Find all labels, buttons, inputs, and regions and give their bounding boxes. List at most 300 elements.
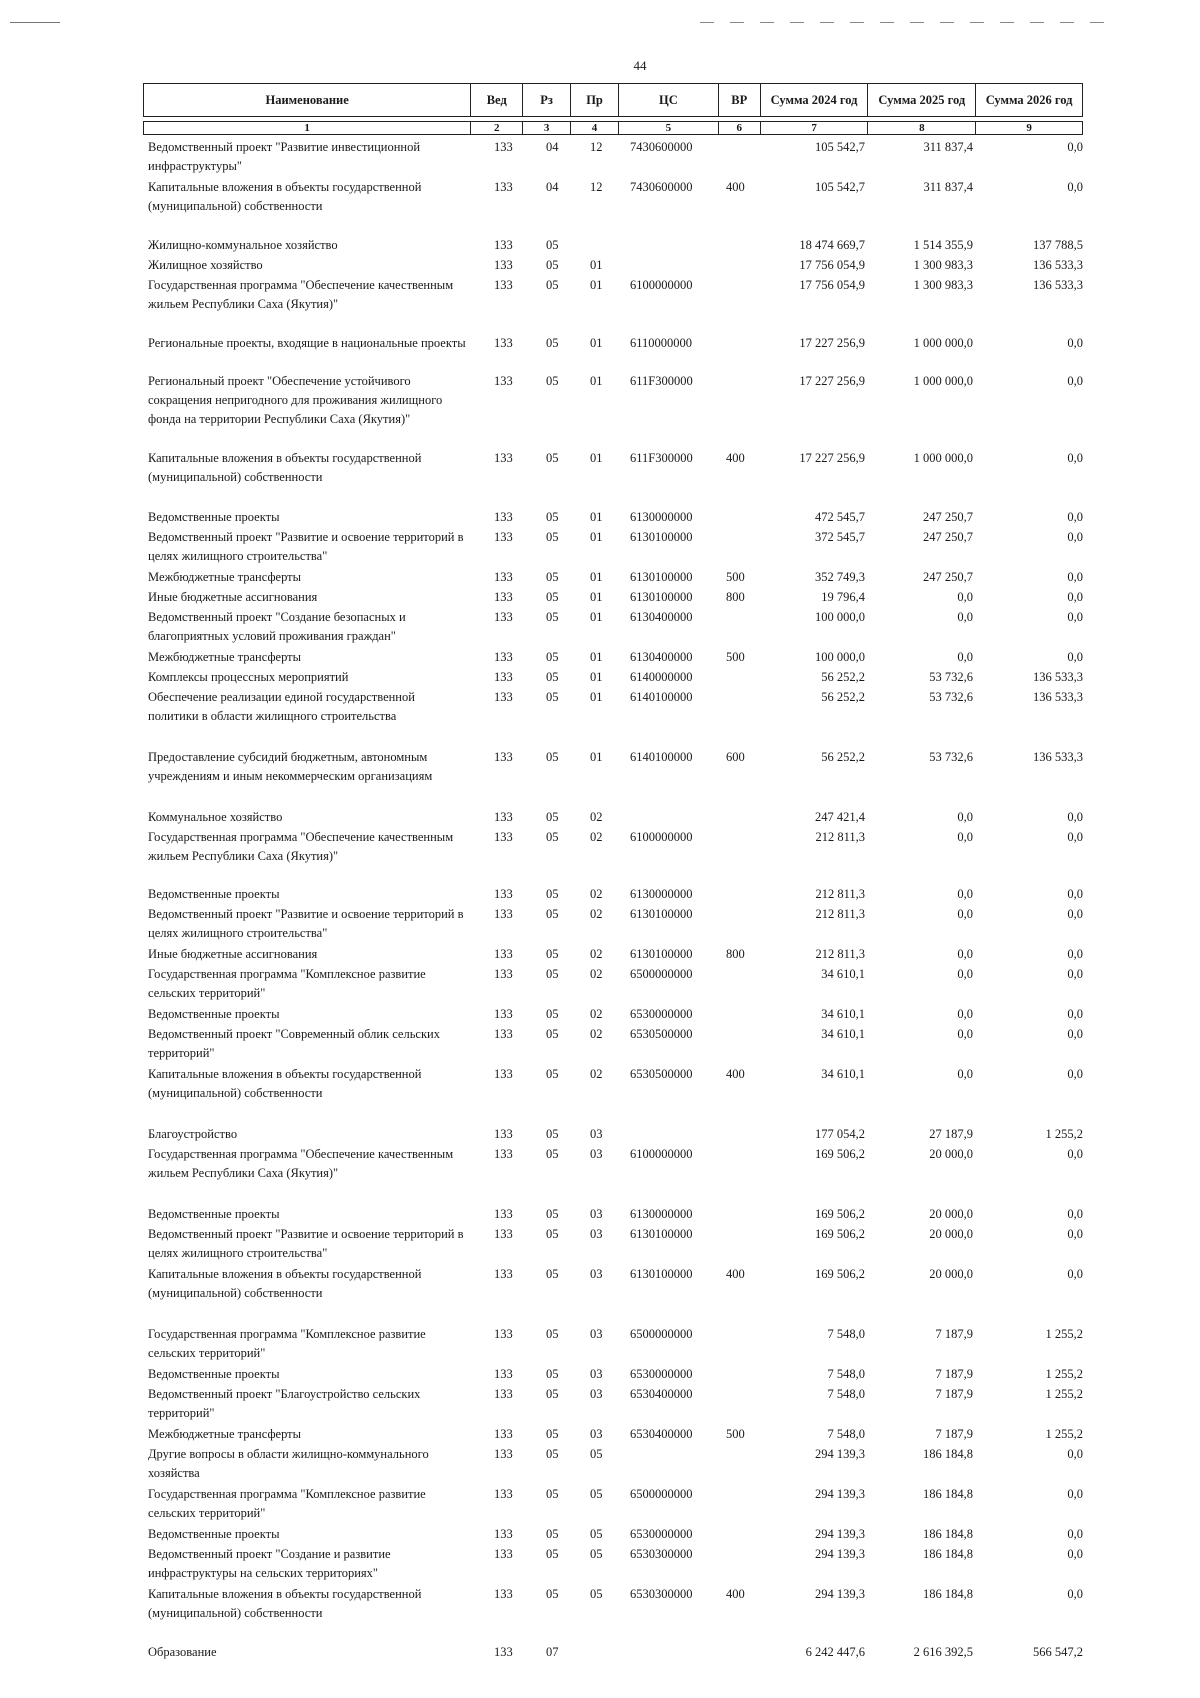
cell-s3: 0,0 bbox=[1067, 967, 1083, 981]
cell-cs: 6100000000 bbox=[630, 278, 693, 292]
cell-s1: 472 545,7 bbox=[815, 510, 865, 524]
cell-name: Предоставление субсидий бюджетным, автономным учреждениям и иным некоммерческим организациям bbox=[148, 750, 433, 783]
cell-s2: 186 184,8 bbox=[923, 1527, 973, 1541]
cell-s2: 1 300 983,3 bbox=[913, 278, 973, 292]
cell-cs: 6530500000 bbox=[630, 1067, 693, 1081]
cell-ved: 133 bbox=[494, 1067, 513, 1081]
cell-s1: 212 811,3 bbox=[815, 947, 865, 961]
col-number: 6 bbox=[719, 122, 761, 134]
cell-rz: 05 bbox=[546, 907, 559, 921]
cell-pr: 01 bbox=[590, 590, 603, 604]
cell-rz: 05 bbox=[546, 1447, 559, 1461]
cell-s1: 17 756 054,9 bbox=[799, 278, 865, 292]
cell-s2: 186 184,8 bbox=[923, 1487, 973, 1501]
cell-name: Капитальные вложения в объекты государственной (муниципальной) собственности bbox=[148, 1587, 422, 1620]
cell-rz: 05 bbox=[546, 1427, 559, 1441]
cell-s3: 0,0 bbox=[1067, 810, 1083, 824]
cell-ved: 133 bbox=[494, 140, 513, 154]
cell-pr: 02 bbox=[590, 907, 603, 921]
cell-name: Капитальные вложения в объекты государственной (муниципальной) собственности bbox=[148, 180, 422, 213]
cell-ved: 133 bbox=[494, 570, 513, 584]
cell-s3: 0,0 bbox=[1067, 570, 1083, 584]
cell-rz: 05 bbox=[546, 258, 559, 272]
cell-rz: 05 bbox=[546, 1127, 559, 1141]
cell-name: Ведомственные проекты bbox=[148, 887, 280, 901]
cell-pr: 02 bbox=[590, 1007, 603, 1021]
cell-s1: 169 506,2 bbox=[815, 1267, 865, 1281]
cell-ved: 133 bbox=[494, 690, 513, 704]
cell-name: Ведомственный проект "Развитие и освоение территорий в целях жилищного строительства" bbox=[148, 530, 464, 563]
cell-cs: 6130400000 bbox=[630, 650, 693, 664]
header-rz: Рз bbox=[523, 84, 571, 116]
cell-pr: 02 bbox=[590, 1027, 603, 1041]
cell-pr: 02 bbox=[590, 810, 603, 824]
cell-rz: 05 bbox=[546, 1487, 559, 1501]
cell-s1: 19 796,4 bbox=[821, 590, 865, 604]
cell-cs: 6530400000 bbox=[630, 1427, 693, 1441]
cell-s3: 0,0 bbox=[1067, 1447, 1083, 1461]
cell-pr: 03 bbox=[590, 1367, 603, 1381]
cell-s2: 20 000,0 bbox=[929, 1147, 973, 1161]
cell-s1: 7 548,0 bbox=[827, 1427, 865, 1441]
cell-pr: 05 bbox=[590, 1547, 603, 1561]
cell-cs: 6130100000 bbox=[630, 907, 693, 921]
cell-s3: 0,0 bbox=[1067, 1067, 1083, 1081]
cell-s1: 34 610,1 bbox=[821, 1007, 865, 1021]
cell-pr: 02 bbox=[590, 967, 603, 981]
cell-s3: 0,0 bbox=[1067, 530, 1083, 544]
cell-cs: 6530000000 bbox=[630, 1367, 693, 1381]
cell-s2: 53 732,6 bbox=[929, 670, 973, 684]
cell-ved: 133 bbox=[494, 1327, 513, 1341]
cell-s3: 0,0 bbox=[1067, 1547, 1083, 1561]
cell-rz: 05 bbox=[546, 610, 559, 624]
cell-name: Ведомственный проект "Создание безопасных и благоприятных условий проживания граждан" bbox=[148, 610, 406, 643]
cell-rz: 05 bbox=[546, 1367, 559, 1381]
cell-s3: 0,0 bbox=[1067, 336, 1083, 350]
cell-s3: 1 255,2 bbox=[1045, 1387, 1083, 1401]
cell-s1: 294 139,3 bbox=[815, 1547, 865, 1561]
cell-name: Ведомственный проект "Развитие и освоение территорий в целях жилищного строительства" bbox=[148, 1227, 464, 1260]
cell-ved: 133 bbox=[494, 510, 513, 524]
cell-pr: 01 bbox=[590, 510, 603, 524]
cell-s1: 7 548,0 bbox=[827, 1387, 865, 1401]
cell-rz: 05 bbox=[546, 238, 559, 252]
cell-s2: 27 187,9 bbox=[929, 1127, 973, 1141]
header-sum-2024: Сумма 2024 год bbox=[761, 84, 869, 116]
cell-pr: 01 bbox=[590, 650, 603, 664]
cell-s3: 0,0 bbox=[1067, 887, 1083, 901]
cell-s2: 247 250,7 bbox=[923, 510, 973, 524]
cell-rz: 05 bbox=[546, 650, 559, 664]
cell-name: Государственная программа "Обеспечение качественным жильем Республики Саха (Якутия)" bbox=[148, 278, 454, 311]
page-number: 44 bbox=[633, 58, 647, 73]
cell-cs: 6130000000 bbox=[630, 887, 693, 901]
cell-cs: 6500000000 bbox=[630, 1487, 693, 1501]
cell-ved: 133 bbox=[494, 1027, 513, 1041]
cell-pr: 01 bbox=[590, 530, 603, 544]
cell-s2: 0,0 bbox=[957, 1067, 973, 1081]
cell-pr: 03 bbox=[590, 1227, 603, 1241]
col-number: 9 bbox=[1026, 122, 1032, 134]
cell-ved: 133 bbox=[494, 1645, 513, 1659]
cell-name: Государственная программа "Обеспечение качественным жильем Республики Саха (Якутия)" bbox=[148, 830, 454, 863]
cell-pr: 02 bbox=[590, 830, 603, 844]
cell-s1: 17 227 256,9 bbox=[799, 451, 865, 465]
cell-s1: 7 548,0 bbox=[827, 1367, 865, 1381]
cell-s2: 0,0 bbox=[957, 590, 973, 604]
cell-rz: 05 bbox=[546, 336, 559, 350]
cell-cs: 6130100000 bbox=[630, 947, 693, 961]
cell-s2: 0,0 bbox=[957, 810, 973, 824]
cell-s3: 136 533,3 bbox=[1033, 750, 1083, 764]
cell-name: Государственная программа "Комплексное развитие сельских территорий" bbox=[148, 1327, 426, 1360]
cell-s1: 294 139,3 bbox=[815, 1527, 865, 1541]
cell-ved: 133 bbox=[494, 1447, 513, 1461]
cell-pr: 12 bbox=[590, 180, 603, 194]
cell-cs: 6130000000 bbox=[630, 510, 693, 524]
cell-s1: 7 548,0 bbox=[827, 1327, 865, 1341]
cell-s3: 137 788,5 bbox=[1033, 238, 1083, 252]
cell-rz: 05 bbox=[546, 1207, 559, 1221]
cell-name: Капитальные вложения в объекты государственной (муниципальной) собственности bbox=[148, 1267, 422, 1300]
col-number: 4 bbox=[571, 122, 619, 134]
cell-rz: 05 bbox=[546, 510, 559, 524]
cell-pr: 01 bbox=[590, 750, 603, 764]
cell-ved: 133 bbox=[494, 967, 513, 981]
cell-name: Другие вопросы в области жилищно-коммунального хозяйства bbox=[148, 1447, 429, 1480]
cell-s2: 247 250,7 bbox=[923, 530, 973, 544]
cell-s3: 0,0 bbox=[1067, 510, 1083, 524]
cell-ved: 133 bbox=[494, 947, 513, 961]
cell-vr: 800 bbox=[726, 590, 745, 604]
cell-s2: 7 187,9 bbox=[935, 1367, 973, 1381]
cell-rz: 05 bbox=[546, 1327, 559, 1341]
cell-s1: 352 749,3 bbox=[815, 570, 865, 584]
cell-s3: 0,0 bbox=[1067, 140, 1083, 154]
cell-s2: 186 184,8 bbox=[923, 1447, 973, 1461]
cell-s3: 0,0 bbox=[1067, 907, 1083, 921]
cell-s1: 169 506,2 bbox=[815, 1207, 865, 1221]
cell-cs: 6130100000 bbox=[630, 1227, 693, 1241]
cell-name: Ведомственный проект "Развитие и освоение территорий в целях жилищного строительства" bbox=[148, 907, 464, 940]
col-number: 5 bbox=[619, 122, 719, 134]
cell-vr: 500 bbox=[726, 1427, 745, 1441]
cell-pr: 01 bbox=[590, 374, 603, 388]
cell-ved: 133 bbox=[494, 650, 513, 664]
cell-s1: 177 054,2 bbox=[815, 1127, 865, 1141]
cell-cs: 6530400000 bbox=[630, 1387, 693, 1401]
cell-s2: 1 514 355,9 bbox=[913, 238, 973, 252]
col-number: 8 bbox=[868, 122, 976, 134]
cell-s3: 0,0 bbox=[1067, 1227, 1083, 1241]
cell-cs: 6530500000 bbox=[630, 1027, 693, 1041]
cell-ved: 133 bbox=[494, 1207, 513, 1221]
cell-pr: 01 bbox=[590, 336, 603, 350]
cell-ved: 133 bbox=[494, 278, 513, 292]
cell-rz: 05 bbox=[546, 1387, 559, 1401]
cell-name: Иные бюджетные ассигнования bbox=[148, 590, 318, 604]
cell-s3: 0,0 bbox=[1067, 451, 1083, 465]
cell-s1: 169 506,2 bbox=[815, 1147, 865, 1161]
cell-rz: 05 bbox=[546, 530, 559, 544]
cell-s3: 0,0 bbox=[1067, 1527, 1083, 1541]
cell-cs: 6500000000 bbox=[630, 967, 693, 981]
cell-rz: 05 bbox=[546, 451, 559, 465]
cell-cs: 7430600000 bbox=[630, 180, 693, 194]
cell-name: Ведомственные проекты bbox=[148, 510, 280, 524]
cell-s3: 0,0 bbox=[1067, 590, 1083, 604]
cell-s2: 0,0 bbox=[957, 947, 973, 961]
cell-s1: 212 811,3 bbox=[815, 830, 865, 844]
cell-s1: 294 139,3 bbox=[815, 1487, 865, 1501]
cell-s2: 7 187,9 bbox=[935, 1427, 973, 1441]
cell-rz: 05 bbox=[546, 967, 559, 981]
cell-vr: 400 bbox=[726, 1587, 745, 1601]
cell-s2: 247 250,7 bbox=[923, 570, 973, 584]
cell-s3: 0,0 bbox=[1067, 1487, 1083, 1501]
cell-s2: 186 184,8 bbox=[923, 1587, 973, 1601]
cell-name: Ведомственный проект "Развитие инвестиционной инфраструктуры" bbox=[148, 140, 421, 173]
cell-s2: 0,0 bbox=[957, 610, 973, 624]
cell-s3: 0,0 bbox=[1067, 374, 1083, 388]
cell-cs: 6100000000 bbox=[630, 830, 693, 844]
cell-s2: 20 000,0 bbox=[929, 1267, 973, 1281]
cell-ved: 133 bbox=[494, 1387, 513, 1401]
cell-s1: 294 139,3 bbox=[815, 1587, 865, 1601]
cell-ved: 133 bbox=[494, 258, 513, 272]
cell-cs: 6140100000 bbox=[630, 750, 693, 764]
cell-name: Коммунальное хозяйство bbox=[148, 810, 283, 824]
cell-name: Комплексы процессных мероприятий bbox=[148, 670, 349, 684]
cell-ved: 133 bbox=[494, 238, 513, 252]
cell-name: Ведомственный проект "Создание и развитие инфраструктуры на сельских территориях" bbox=[148, 1547, 391, 1580]
cell-s1: 247 421,4 bbox=[815, 810, 865, 824]
cell-s3: 136 533,3 bbox=[1033, 258, 1083, 272]
cell-s2: 0,0 bbox=[957, 830, 973, 844]
cell-name: Ведомственный проект "Благоустройство сельских территорий" bbox=[148, 1387, 421, 1420]
cell-vr: 500 bbox=[726, 650, 745, 664]
cell-s2: 0,0 bbox=[957, 967, 973, 981]
cell-s3: 0,0 bbox=[1067, 1207, 1083, 1221]
cell-s2: 1 000 000,0 bbox=[913, 451, 973, 465]
cell-ved: 133 bbox=[494, 1007, 513, 1021]
cell-pr: 05 bbox=[590, 1527, 603, 1541]
cell-rz: 05 bbox=[546, 590, 559, 604]
header-name: Наименование bbox=[144, 84, 471, 116]
cell-s2: 20 000,0 bbox=[929, 1227, 973, 1241]
col-number: 1 bbox=[144, 122, 471, 134]
cell-s3: 136 533,3 bbox=[1033, 670, 1083, 684]
cell-s2: 1 000 000,0 bbox=[913, 336, 973, 350]
cell-s2: 1 300 983,3 bbox=[913, 258, 973, 272]
cell-pr: 03 bbox=[590, 1387, 603, 1401]
cell-s3: 1 255,2 bbox=[1045, 1127, 1083, 1141]
cell-s1: 212 811,3 bbox=[815, 887, 865, 901]
cell-ved: 133 bbox=[494, 670, 513, 684]
cell-ved: 133 bbox=[494, 1367, 513, 1381]
cell-rz: 05 bbox=[546, 750, 559, 764]
cell-pr: 01 bbox=[590, 278, 603, 292]
header-cs: ЦС bbox=[619, 84, 719, 116]
cell-cs: 6100000000 bbox=[630, 1147, 693, 1161]
cell-cs: 6530300000 bbox=[630, 1547, 693, 1561]
cell-s3: 1 255,2 bbox=[1045, 1367, 1083, 1381]
cell-ved: 133 bbox=[494, 1487, 513, 1501]
cell-cs: 6130100000 bbox=[630, 570, 693, 584]
cell-rz: 05 bbox=[546, 1027, 559, 1041]
cell-name: Государственная программа "Комплексное развитие сельских территорий" bbox=[148, 967, 426, 1000]
header-vr: ВР bbox=[719, 84, 761, 116]
cell-vr: 800 bbox=[726, 947, 745, 961]
cell-s2: 311 837,4 bbox=[923, 140, 973, 154]
cell-s1: 17 227 256,9 bbox=[799, 336, 865, 350]
cell-s1: 18 474 669,7 bbox=[799, 238, 865, 252]
cell-s1: 105 542,7 bbox=[815, 140, 865, 154]
cell-s1: 56 252,2 bbox=[821, 690, 865, 704]
cell-ved: 133 bbox=[494, 180, 513, 194]
cell-ved: 133 bbox=[494, 1267, 513, 1281]
cell-cs: 6140000000 bbox=[630, 670, 693, 684]
cell-s2: 53 732,6 bbox=[929, 750, 973, 764]
cell-s2: 1 000 000,0 bbox=[913, 374, 973, 388]
cell-name: Жилищно-коммунальное хозяйство bbox=[148, 238, 338, 252]
col-number: 2 bbox=[471, 122, 523, 134]
cell-s3: 566 547,2 bbox=[1033, 1645, 1083, 1659]
cell-rz: 05 bbox=[546, 1547, 559, 1561]
cell-rz: 05 bbox=[546, 570, 559, 584]
cell-s2: 53 732,6 bbox=[929, 690, 973, 704]
cell-s1: 6 242 447,6 bbox=[805, 1645, 865, 1659]
cell-name: Межбюджетные трансферты bbox=[148, 1427, 302, 1441]
cell-s3: 0,0 bbox=[1067, 650, 1083, 664]
cell-rz: 05 bbox=[546, 1267, 559, 1281]
cell-cs: 611F300000 bbox=[630, 374, 693, 388]
cell-rz: 05 bbox=[546, 278, 559, 292]
cell-s1: 56 252,2 bbox=[821, 670, 865, 684]
cell-rz: 05 bbox=[546, 1007, 559, 1021]
cell-pr: 05 bbox=[590, 1587, 603, 1601]
cell-s3: 136 533,3 bbox=[1033, 278, 1083, 292]
cell-rz: 05 bbox=[546, 947, 559, 961]
cell-s1: 34 610,1 bbox=[821, 1027, 865, 1041]
cell-s3: 0,0 bbox=[1067, 1007, 1083, 1021]
cell-pr: 12 bbox=[590, 140, 603, 154]
cell-name: Иные бюджетные ассигнования bbox=[148, 947, 318, 961]
cell-rz: 05 bbox=[546, 830, 559, 844]
cell-name: Ведомственные проекты bbox=[148, 1007, 280, 1021]
cell-s1: 100 000,0 bbox=[815, 610, 865, 624]
header-sum-2026: Сумма 2026 год bbox=[985, 92, 1073, 107]
cell-vr: 400 bbox=[726, 1067, 745, 1081]
cell-name: Жилищное хозяйство bbox=[148, 258, 263, 272]
cell-rz: 05 bbox=[546, 1147, 559, 1161]
cell-name: Благоустройство bbox=[148, 1127, 238, 1141]
cell-rz: 05 bbox=[546, 1587, 559, 1601]
cell-s2: 0,0 bbox=[957, 1007, 973, 1021]
cell-name: Ведомственные проекты bbox=[148, 1527, 280, 1541]
cell-ved: 133 bbox=[494, 750, 513, 764]
cell-pr: 03 bbox=[590, 1127, 603, 1141]
cell-s1: 17 756 054,9 bbox=[799, 258, 865, 272]
cell-ved: 133 bbox=[494, 830, 513, 844]
cell-pr: 03 bbox=[590, 1207, 603, 1221]
cell-cs: 6130000000 bbox=[630, 1207, 693, 1221]
cell-ved: 133 bbox=[494, 610, 513, 624]
col-number: 7 bbox=[761, 122, 869, 134]
cell-rz: 05 bbox=[546, 1527, 559, 1541]
cell-s3: 0,0 bbox=[1067, 610, 1083, 624]
header-pr: Пр bbox=[571, 84, 619, 116]
cell-rz: 05 bbox=[546, 670, 559, 684]
cell-cs: 6500000000 bbox=[630, 1327, 693, 1341]
cell-name: Ведомственный проект "Современный облик сельских территорий" bbox=[148, 1027, 440, 1060]
cell-rz: 04 bbox=[546, 180, 559, 194]
cell-ved: 133 bbox=[494, 907, 513, 921]
cell-name: Капитальные вложения в объекты государственной (муниципальной) собственности bbox=[148, 1067, 422, 1100]
cell-name: Ведомственные проекты bbox=[148, 1207, 280, 1221]
cell-s1: 372 545,7 bbox=[815, 530, 865, 544]
cell-ved: 133 bbox=[494, 1587, 513, 1601]
cell-s2: 0,0 bbox=[957, 1027, 973, 1041]
col-number: 3 bbox=[523, 122, 571, 134]
cell-ved: 133 bbox=[494, 530, 513, 544]
cell-s3: 0,0 bbox=[1067, 1147, 1083, 1161]
cell-cs: 7430600000 bbox=[630, 140, 693, 154]
cell-vr: 600 bbox=[726, 750, 745, 764]
cell-ved: 133 bbox=[494, 336, 513, 350]
cell-cs: 6530000000 bbox=[630, 1007, 693, 1021]
cell-ved: 133 bbox=[494, 1427, 513, 1441]
cell-s2: 20 000,0 bbox=[929, 1207, 973, 1221]
cell-rz: 05 bbox=[546, 1227, 559, 1241]
cell-rz: 07 bbox=[546, 1645, 559, 1659]
cell-s2: 0,0 bbox=[957, 907, 973, 921]
cell-ved: 133 bbox=[494, 1527, 513, 1541]
cell-s1: 17 227 256,9 bbox=[799, 374, 865, 388]
header-ved: Вед bbox=[471, 84, 523, 116]
cell-s2: 7 187,9 bbox=[935, 1387, 973, 1401]
cell-ved: 133 bbox=[494, 1147, 513, 1161]
cell-s2: 0,0 bbox=[957, 650, 973, 664]
cell-s2: 0,0 bbox=[957, 887, 973, 901]
cell-s3: 136 533,3 bbox=[1033, 690, 1083, 704]
cell-name: Государственная программа "Обеспечение качественным жильем Республики Саха (Якутия)" bbox=[148, 1147, 454, 1180]
cell-s3: 0,0 bbox=[1067, 830, 1083, 844]
cell-rz: 05 bbox=[546, 374, 559, 388]
cell-pr: 02 bbox=[590, 947, 603, 961]
cell-pr: 01 bbox=[590, 690, 603, 704]
cell-s3: 0,0 bbox=[1067, 947, 1083, 961]
cell-vr: 400 bbox=[726, 1267, 745, 1281]
cell-pr: 01 bbox=[590, 451, 603, 465]
cell-s3: 0,0 bbox=[1067, 1027, 1083, 1041]
cell-cs: 6530300000 bbox=[630, 1587, 693, 1601]
cell-pr: 01 bbox=[590, 670, 603, 684]
cell-pr: 05 bbox=[590, 1447, 603, 1461]
cell-s3: 0,0 bbox=[1067, 1587, 1083, 1601]
cell-name: Капитальные вложения в объекты государственной (муниципальной) собственности bbox=[148, 451, 422, 484]
cell-pr: 05 bbox=[590, 1487, 603, 1501]
cell-s1: 34 610,1 bbox=[821, 967, 865, 981]
cell-pr: 01 bbox=[590, 610, 603, 624]
cell-cs: 6130100000 bbox=[630, 1267, 693, 1281]
cell-pr: 02 bbox=[590, 887, 603, 901]
cell-ved: 133 bbox=[494, 810, 513, 824]
cell-cs: 6130400000 bbox=[630, 610, 693, 624]
cell-ved: 133 bbox=[494, 590, 513, 604]
cell-rz: 05 bbox=[546, 690, 559, 704]
